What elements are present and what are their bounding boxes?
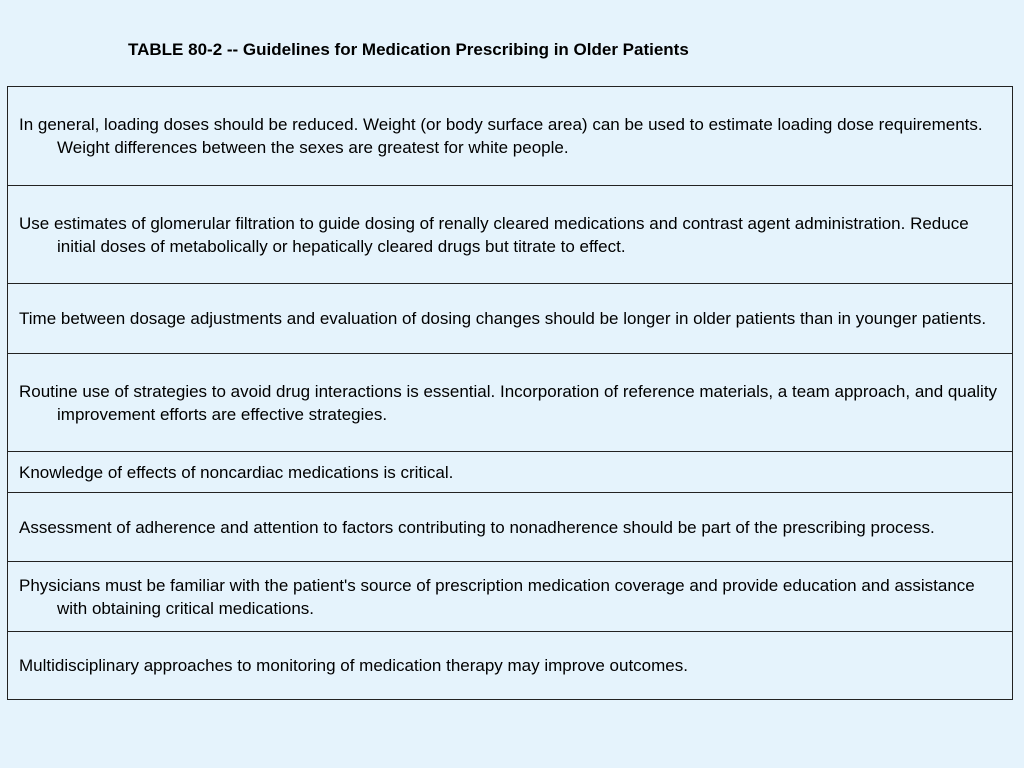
table-row	[8, 353, 1012, 451]
table-row	[8, 492, 1012, 561]
table-row	[8, 87, 1012, 185]
table-row	[8, 561, 1012, 631]
table-cell: Use estimates of glomerular filtration to guide dosing of renally cleared medications and contrast agent administration. Reduce initial doses of metabolically or hepatically cleared drugs but titrate to effect.	[19, 213, 969, 256]
guidelines-table	[7, 86, 1013, 700]
table-cell: In general, loading doses should be reduced. Weight (or body surface area) can be used to estimate loading dose requirements. Weight differences between the sexes are greatest for white people.	[19, 115, 983, 157]
table-title: TABLE 80-2 -- Guidelines for Medication Prescribing in Older Patients	[128, 40, 689, 59]
table-cell: Routine use of strategies to avoid drug interactions is essential. Incorporation of reference materials, a team approach, and quality improvement efforts are effective strategies.	[19, 381, 998, 424]
table-row	[8, 631, 1012, 699]
table-cell: Multidisciplinary approaches to monitoring of medication therapy may improve outcomes.	[19, 656, 688, 675]
table-row	[8, 283, 1012, 353]
table-row	[8, 185, 1012, 283]
table-cell: Time between dosage adjustments and evaluation of dosing changes should be longer in older patients than in younger patients.	[19, 309, 987, 328]
table-cell: Physicians must be familiar with the patient's source of prescription medication coverage and provide education and assistance with obtaining critical medications.	[19, 575, 975, 618]
table-row	[8, 451, 1012, 492]
table-cell: Knowledge of effects of noncardiac medications is critical.	[19, 462, 454, 482]
table-cell: Assessment of adherence and attention to factors contributing to nonadherence should be part of the prescribing process.	[19, 517, 935, 537]
